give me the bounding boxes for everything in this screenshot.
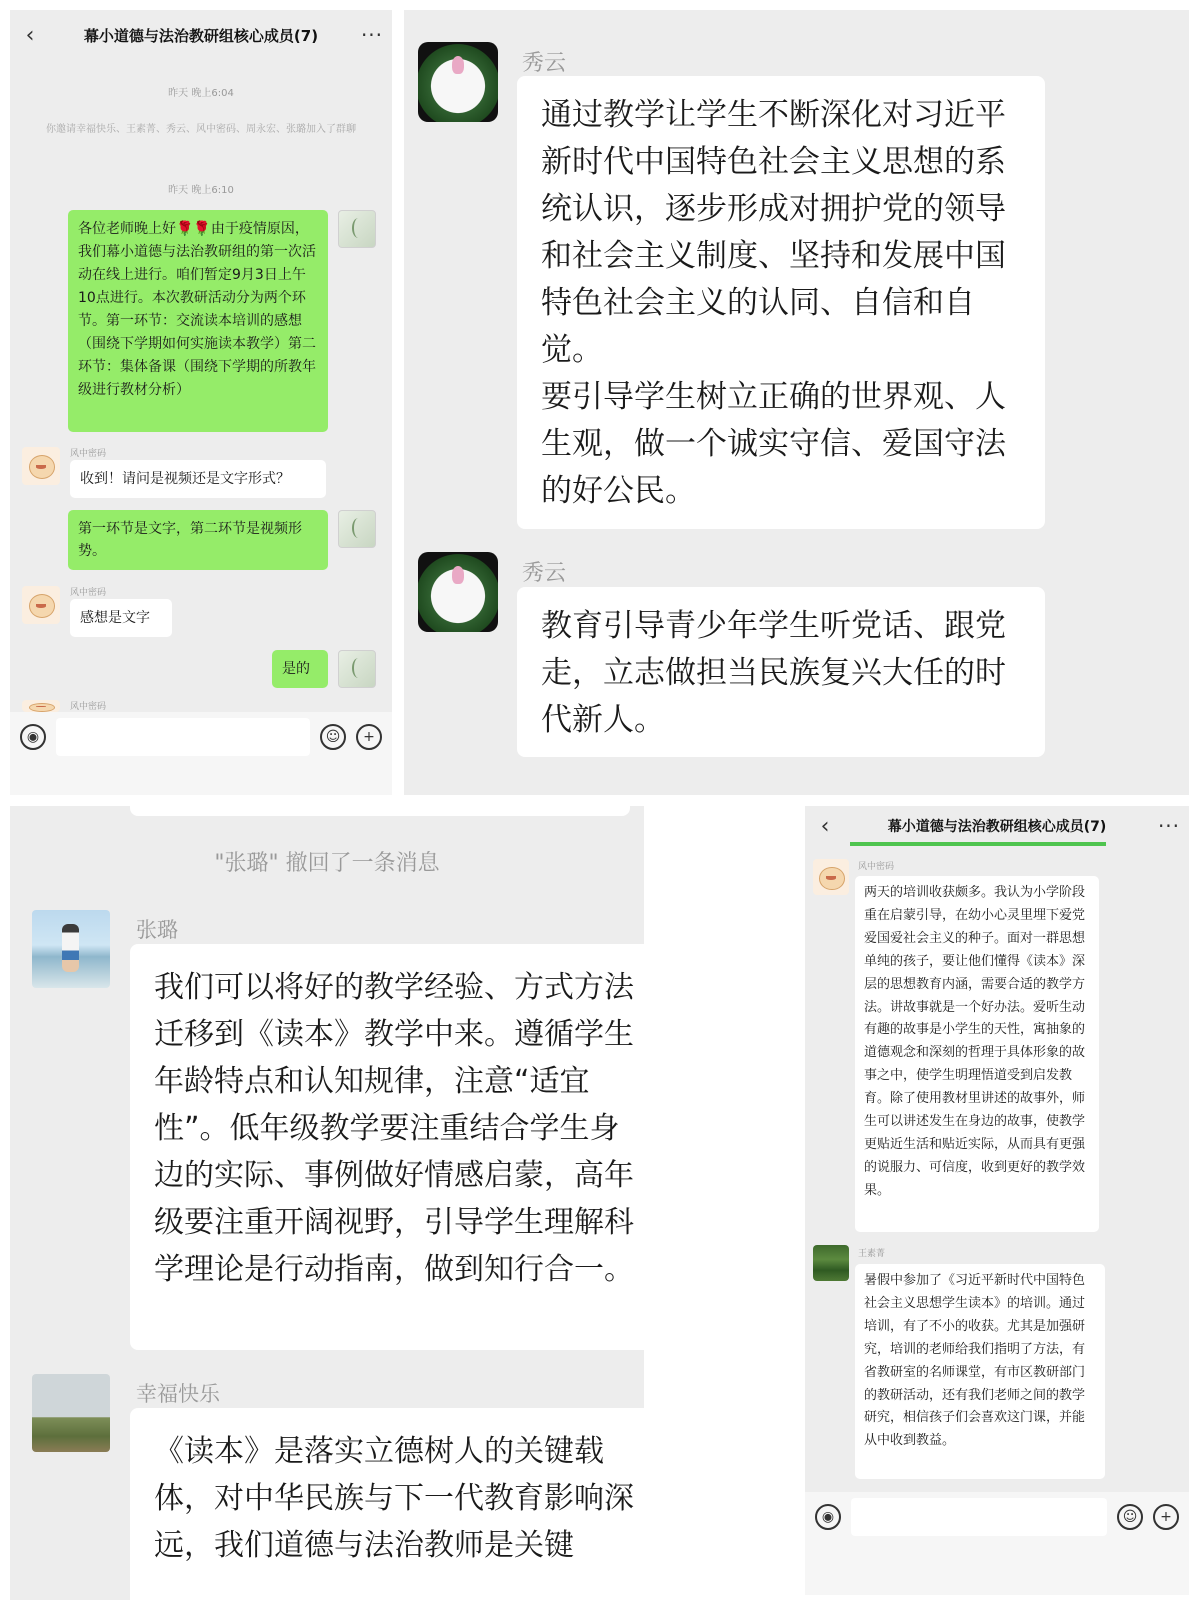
timestamp: 昨天 晚上6:10 [168,185,234,196]
sender-name: 风中密码 [70,702,107,712]
sender-name: 秀云 [522,561,567,586]
chat-title: 幕小道德与法治教研组核心成员(7) [83,26,319,45]
sender-avatar[interactable] [22,700,60,712]
chat-screenshot-4 [805,806,1189,1595]
voice-icon[interactable]: ◉ [20,724,46,750]
message-bubble-sent[interactable]: 各位老师晚上好🌹🌹由于疫情原因，我们幕小道德与法治教研组的第一次活动在线上进行。咱们暂定9月3日上午10点进行。本次教研活动分为两个环节。第一环节：交流读本培训的感想（围绕下学期如何实施读本教学）第二环节：集体备课（围绕下学期的所教年级进行教材分析） [68,210,328,432]
message-bubble-received[interactable]: 教育引导青少年学生听党话、跟党走，立志做担当民族复兴大任的时代新人。 [517,587,1045,757]
voice-icon[interactable]: ◉ [815,1504,841,1530]
nav-bar [10,762,392,795]
sender-avatar[interactable] [813,1245,849,1281]
sender-avatar[interactable] [32,910,110,988]
self-avatar[interactable] [338,210,376,248]
more-options-icon[interactable]: ··· [1157,814,1181,838]
plus-icon[interactable]: + [356,724,382,750]
sender-avatar[interactable] [418,42,498,122]
message-bubble-received[interactable]: 通过教学让学生不断深化对习近平新时代中国特色社会主义思想的系统认识，逐步形成对拥护党的领导和社会主义制度、坚持和发展中国特色社会主义的认同、自信和自觉。 要引导学生树立正确的世界观、人生观，做一个诚实守信、爱国守法的好公民。 [517,76,1045,529]
sender-name: 风中密码 [70,588,107,598]
message-bubble-cut [130,806,630,816]
chat-header [805,806,1189,846]
chat-screenshot-2 [404,10,1189,795]
message-bubble-received[interactable]: 两天的培训收获颇多。我认为小学阶段重在启蒙引导，在幼小心灵里埋下爱党爱国爱社会主义的种子。面对一群思想单纯的孩子，要让他们懂得《读本》深层的思想教育内涵，需要合适的教学方法。讲故事就是一个好办法。爱听生动有趣的故事是小学生的天性，寓抽象的道德观念和深刻的哲理于具体形象的故事之中，使学生明理悟道受到启发教育。除了使用教材里讲述的故事外，师生可以讲述发生在身边的故事，使教学更贴近生活和贴近实际，从而具有更强的说服力、可信度，收到更好的教学效果。 [855,876,1099,1232]
message-bubble-sent[interactable]: 是的 [272,650,328,688]
message-bubble-received[interactable]: 感想是文字 [70,599,172,637]
sender-avatar[interactable] [22,447,60,485]
sender-name: 秀云 [522,51,567,76]
back-arrow-icon[interactable]: ‹ [820,813,830,839]
message-input[interactable] [56,718,310,756]
back-arrow-icon[interactable]: ‹ [25,22,35,48]
sender-avatar[interactable] [418,552,498,632]
sender-name: 风中密码 [70,449,107,459]
message-input[interactable] [851,1498,1107,1536]
message-bubble-received[interactable]: 《读本》是落实立德树人的关键载体，对中华民族与下一代教育影响深远，我们道德与法治教师是关键 [130,1408,644,1600]
chat-header [10,10,392,60]
message-bubble-received[interactable]: 收到！请问是视频还是文字形式？ [70,460,326,498]
sender-name: 幸福快乐 [136,1382,220,1406]
recall-notice: "张璐" 撤回了一条消息 [214,851,440,876]
sender-name: 张璐 [136,918,178,942]
sender-name: 王素菁 [858,1249,886,1259]
chat-title: 幕小道德与法治教研组核心成员(7) [887,819,1107,835]
chat-screenshot-3 [10,806,644,1600]
sender-avatar[interactable] [22,586,60,624]
emoji-icon[interactable]: ☺ [1117,1504,1143,1530]
sender-name: 风中密码 [858,862,895,872]
chat-screenshot-1 [10,10,392,795]
sender-avatar[interactable] [813,859,849,895]
message-bubble-received[interactable]: 我们可以将好的教学经验、方式方法迁移到《读本》教学中来。遵循学生年龄特点和认知规律，注意“适宜性”。低年级教学要注重结合学生身边的实际、事例做好情感启蒙，高年级要注重开阔视野，引导学生理解科学理论是行动指南，做到知行合一。 [130,944,644,1350]
more-options-icon[interactable]: ··· [360,23,384,47]
system-join-message: 你邀请幸福快乐、王素菁、秀云、风中密码、周永宏、张璐加入了群聊 [46,124,356,135]
nav-bar [805,1542,1189,1595]
timestamp: 昨天 晚上6:04 [168,88,234,99]
message-bubble-received[interactable]: 暑假中参加了《习近平新时代中国特色社会主义思想学生读本》的培训。通过培训，有了不小的收获。尤其是加强研究，培训的老师给我们指明了方法，有省教研室的名师课堂，有市区教研部门的教研活动，还有我们老师之间的教学研究，相信孩子们会喜欢这门课，并能从中收到教益。 [855,1264,1105,1479]
self-avatar[interactable] [338,510,376,548]
loading-progress-bar [850,842,1106,846]
chat-input-bar [10,712,392,762]
sender-avatar[interactable] [32,1374,110,1452]
chat-input-bar [805,1492,1189,1542]
self-avatar[interactable] [338,650,376,688]
emoji-icon[interactable]: ☺ [320,724,346,750]
plus-icon[interactable]: + [1153,1504,1179,1530]
message-bubble-sent[interactable]: 第一环节是文字，第二环节是视频形势。 [68,510,328,570]
